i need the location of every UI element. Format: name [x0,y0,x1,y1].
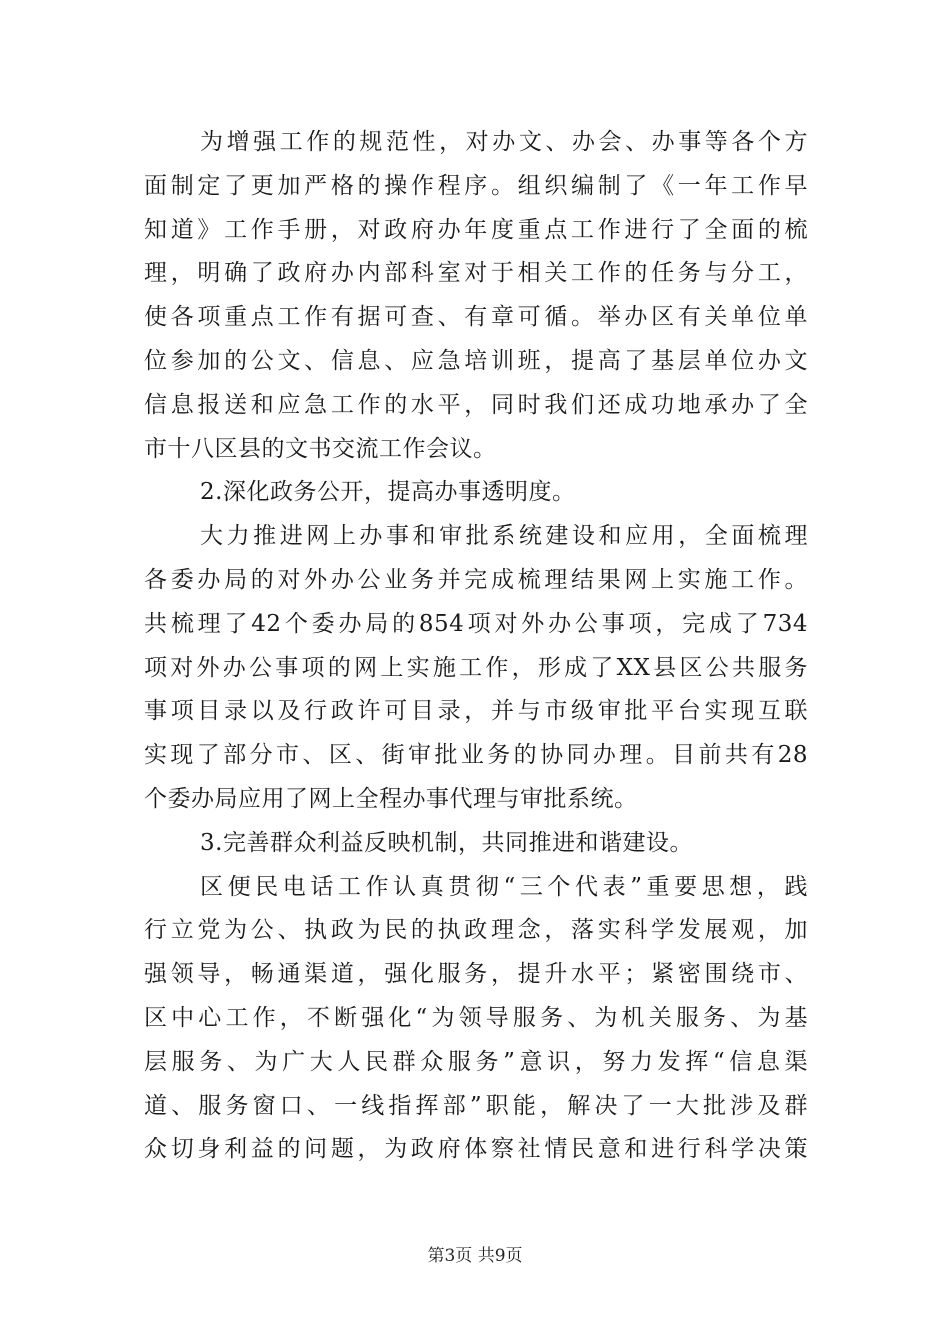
text-line: 共梳理了42个委办局的854项对外办公事项，完成了734 [144,610,808,637]
text-line: 市十八区县的文书交流工作会议。 [144,435,497,462]
text-line: 事项目录以及行政许可目录，并与市级审批平台实现互联 [144,698,808,725]
text-line: 面制定了更加严格的操作程序。组织编制了《一年工作早 [144,172,808,199]
text-line: 实现了部分市、区、街审批业务的协同办理。目前共有28 [144,742,808,769]
text-line: 理，明确了政府办内部科室对于相关工作的任务与分工， [144,260,808,287]
text-line: 使各项重点工作有据可查、有章可循。举办区有关单位单 [144,304,808,331]
text-line: 众切身利益的问题，为政府体察社情民意和进行科学决策 [144,1136,808,1163]
text-line: 位参加的公文、信息、应急培训班，提高了基层单位办文 [144,347,808,374]
text-line: 3.完善群众利益反映机制，共同推进和谐建设。 [200,829,693,856]
text-line: 2.深化政务公开，提高办事透明度。 [200,479,576,506]
text-line: 区中心工作，不断强化“为领导服务、为机关服务、为基 [144,1004,808,1031]
text-line: 层服务、为广大人民群众服务”意识，努力发挥“信息渠 [144,1048,808,1075]
text-line: 行立党为公、执政为民的执政理念，落实科学发展观，加 [144,917,808,944]
text-line: 道、服务窗口、一线指挥部”职能，解决了一大批涉及群 [144,1092,808,1119]
text-line: 信息报送和应急工作的水平，同时我们还成功地承办了全 [144,391,808,418]
text-line: 个委办局应用了网上全程办事代理与审批系统。 [144,785,638,812]
page-number-footer: 第3页 共9页 [427,1246,523,1266]
text-line: 区便民电话工作认真贯彻“三个代表”重要思想，践 [200,873,808,900]
text-line: 知道》工作手册，对政府办年度重点工作进行了全面的梳 [144,216,808,243]
text-line: 项对外办公事项的网上实施工作，形成了XX县区公共服务 [144,654,808,681]
text-line: 强领导，畅通渠道，强化服务，提升水平；紧密围绕市、 [144,961,808,988]
text-line: 为增强工作的规范性，对办文、办会、办事等各个方 [200,129,808,155]
text-line: 大力推进网上办事和审批系统建设和应用，全面梳理 [200,523,808,550]
document-body [144,121,808,1172]
text-line: 各委办局的对外办公业务并完成梳理结果网上实施工作。 [144,566,808,593]
